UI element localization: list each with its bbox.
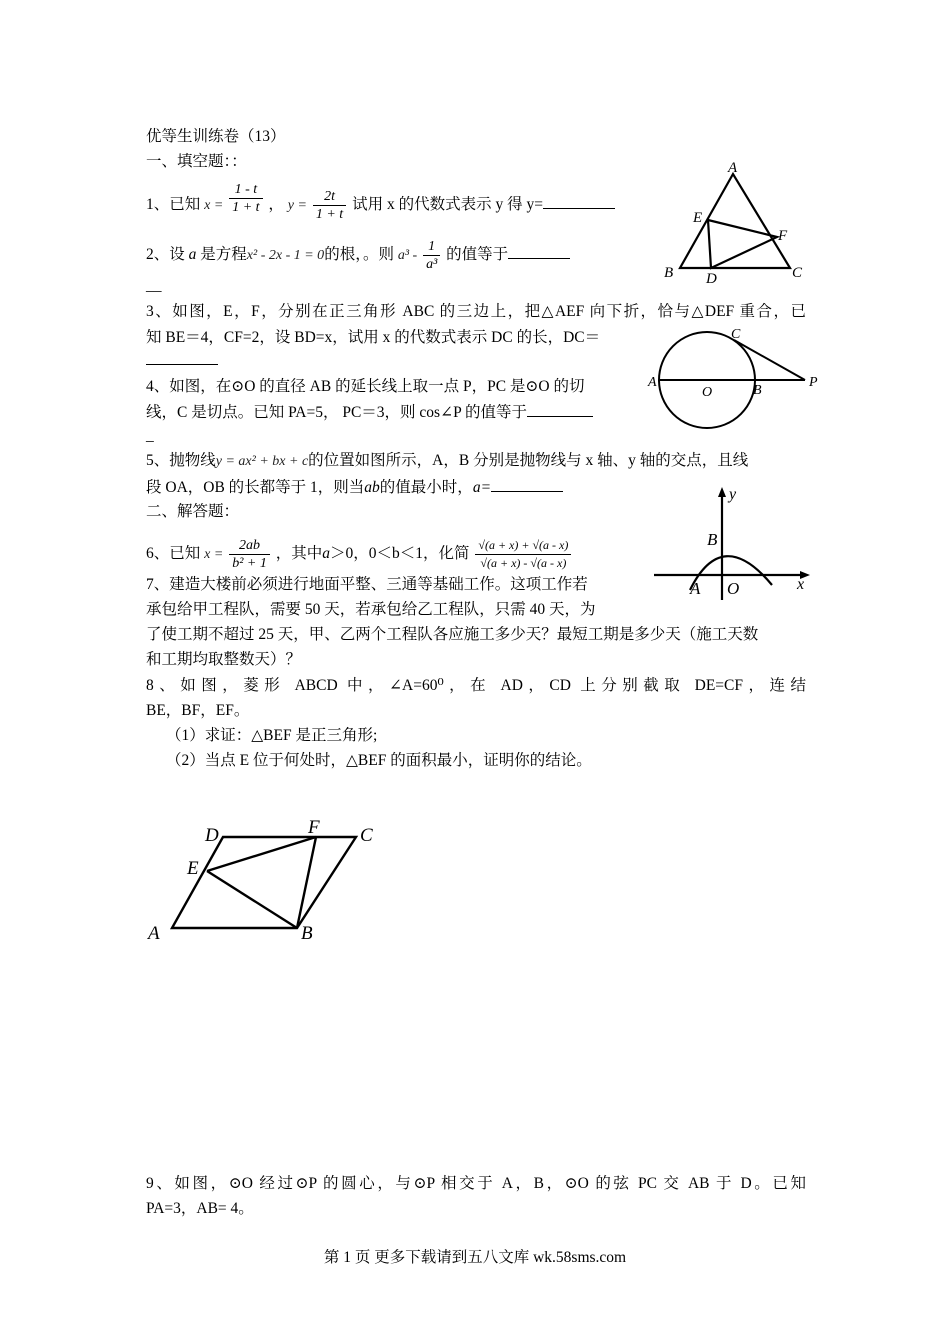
fig-rhom-label: C — [360, 825, 373, 846]
fig-rhom-label: A — [148, 923, 160, 944]
q8-line-2: BE，BF，EF。 — [146, 702, 250, 719]
figure-parabola — [652, 485, 817, 600]
figure-circle-tangent — [645, 322, 825, 432]
q5-equation: y = ax² + bx + c — [215, 454, 309, 469]
fig-rhom-label: F — [308, 817, 320, 838]
q7-line-2: 承包给甲工程队，需要 50 天，若承包给乙工程队，只需 40 天，为 — [146, 601, 596, 618]
figure-triangle — [650, 160, 810, 285]
q5-line-2: 段 OA，OB 的长都等于 1，则当ab的值最小时，a= — [146, 477, 563, 498]
q3-line-1: 3、如图，E，F，分别在正三角形 ABC 的三边上，把△AEF 向下折，恰与△DEF 重合，已 — [146, 303, 806, 320]
q2-equation: x² - 2x - 1 = 0 — [246, 248, 325, 264]
fig-tri-label: E — [693, 210, 703, 226]
q4-line-2: 线，C 是切点。已知 PA=5， PC＝3，则 cos∠P 的值等于 — [146, 402, 593, 423]
q1-suffix: 试用 x 的代数式表示 y 得 y= — [352, 196, 543, 214]
q5-answer-blank — [491, 477, 563, 492]
q2-tail: __ — [146, 277, 162, 294]
section-fill-in: 一、填空题：： — [146, 153, 247, 170]
q4-tail: _ — [146, 427, 154, 444]
fig-tri-label: A — [728, 160, 738, 176]
page-title: 优等生训练卷（13） — [146, 128, 286, 145]
fig-tri-label: B — [664, 265, 674, 281]
q3-answer-blank — [146, 350, 218, 365]
q5-line-1: 5、抛物线y = ax² + bx + c的位置如图所示，A，B 分别是抛物线与 x 轴、y 轴的交点，且线 — [146, 452, 749, 469]
q1-prefix: 1、已知 — [146, 196, 201, 214]
question-6: 6、已知 x = $\frac{2ab}{\text{b² + 1}}$ ，其中a＞0，0＜b＜1，化简 $\frac{√(a + x) + √(a - x)}{√(a + x) - √(a - x)}$ — [146, 537, 573, 572]
q9-line-2: PA=3，AB= 4。 — [146, 1200, 254, 1217]
fig-circ-label: B — [753, 383, 762, 398]
q1-answer-blank — [543, 194, 615, 209]
fig-par-label: y — [729, 486, 737, 503]
q1-x-eq: x = — [204, 198, 224, 214]
q2-answer-blank — [508, 244, 570, 259]
q4-answer-blank — [527, 402, 593, 417]
question-2: 2、设 a 是方程x² - 2x - 1 = 0的根，。则 a³ - $\frac{1}{\text{a³}}$ 的值等于 — [146, 238, 570, 273]
q8-part-1: （1）求证：△BEF 是正三角形; — [166, 727, 378, 744]
q1-y-fraction: $\frac{2t}{1 + t}$ — [313, 188, 346, 223]
q3-answer — [146, 350, 218, 371]
q9-line-1: 9、如图，⊙O 经过⊙P 的圆心，与⊙P 相交于 A，B，⊙O 的弦 PC 交 AB 于 D。已知 — [146, 1175, 806, 1192]
q8-part-2: （2）当点 E 位于何处时，△BEF 的面积最小，证明你的结论。 — [166, 752, 592, 769]
fig-circ-label: A — [648, 375, 657, 390]
figure-rhombus — [145, 815, 385, 945]
section-answer: 二、解答题： — [146, 503, 240, 520]
fig-tri-label: C — [792, 265, 803, 281]
question-1: 1、已知 x = $\frac{1 - t}{1 + t}$ ， y = $\frac{2t}{1 + t}$ 试用 x 的代数式表示 y 得 y= — [146, 188, 615, 223]
q1-x-fraction: $\frac{1 - t}{1 + t}$ — [229, 181, 262, 216]
fig-circ-label: O — [702, 385, 713, 400]
fig-rhom-label: D — [205, 825, 219, 846]
fig-circ-label: P — [809, 375, 818, 390]
q7-line-3: 了使工期不超过 25 天，甲、乙两个工程队各应施工多少天？最短工期是多少天（施工天数 — [146, 626, 759, 643]
q7-line-1: 7、建造大楼前必须进行地面平整、三通等基础工作。这项工作若 — [146, 576, 588, 593]
page-footer: 第 1 页 更多下载请到五八文库 wk.58sms.com — [323, 1249, 627, 1266]
fig-rhom-label: B — [301, 923, 313, 944]
q3-line-2: 知 BE＝4，CF=2，设 BD=x，试用 x 的代数式表示 DC 的长，DC＝ — [146, 329, 601, 346]
fig-tri-label: D — [706, 271, 717, 287]
fig-par-label: A — [690, 579, 701, 598]
fig-rhom-label: E — [187, 858, 199, 879]
fig-circ-label: C — [731, 327, 741, 342]
q8-line-1: 8、如图，菱形 ABCD 中，∠A=60⁰，在 AD，CD 上分别截取 DE=CF，连结 — [146, 677, 806, 694]
q7-line-4: 和工期均取整数天）？ — [146, 651, 302, 668]
q6-simplify-fraction: $\frac{√(a + x) + √(a - x)}{√(a + x) - √(a - x)}$ — [475, 537, 571, 572]
q4-line-1: 4、如图，在⊙O 的直径 AB 的延长线上取一点 P，PC 是⊙O 的切 — [146, 378, 585, 395]
fig-par-label: B — [707, 530, 718, 549]
fig-par-label: O — [727, 579, 740, 598]
q2-fraction: $\frac{1}{\text{a³}}$ — [423, 238, 440, 273]
q1-y-eq: y = — [287, 198, 307, 214]
q6-x-fraction: $\frac{2ab}{\text{b² + 1}}$ — [229, 537, 270, 572]
fig-par-label: x — [797, 576, 805, 593]
fig-tri-label: F — [778, 228, 788, 244]
